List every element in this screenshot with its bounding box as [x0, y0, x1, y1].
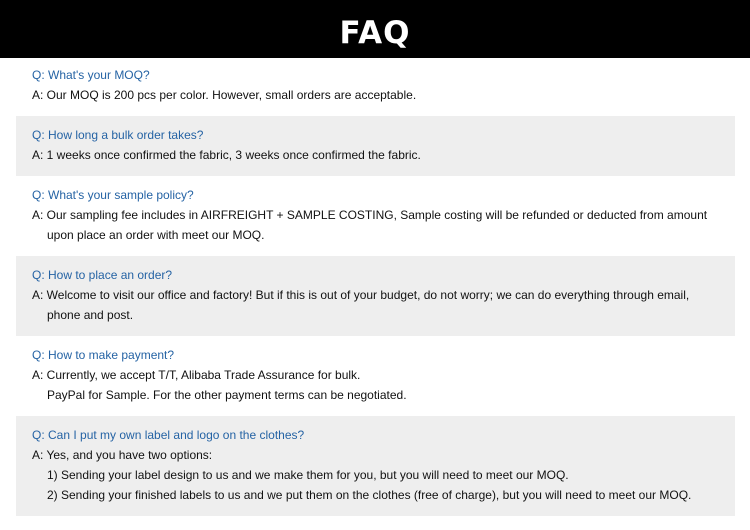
faq-answer: A: Our MOQ is 200 pcs per color. However, small orders are acceptable. [32, 88, 417, 102]
faq-answer: A: 1 weeks once confirmed the fabric, 3 weeks once confirmed the fabric. [32, 148, 421, 162]
faq-item-lead-time [16, 116, 735, 176]
faq-item-own-label [16, 416, 735, 516]
faq-question: Q: Can I put my own label and logo on the clothes? [32, 428, 305, 442]
faq-question: Q: How to place an order? [32, 268, 173, 282]
faq-question: Q: What's your sample policy? [32, 188, 194, 202]
faq-answer-option-2: 2) Sending your finished labels to us and we put them on the clothes (free of charge), but you will need to meet our MOQ. [47, 488, 692, 502]
page-title: FAQ [339, 15, 411, 51]
faq-answer-continued: phone and post. [47, 308, 134, 322]
faq-question: Q: What's your MOQ? [32, 68, 150, 82]
faq-item-sample-policy [16, 176, 735, 256]
faq-answer: A: Welcome to visit our office and factory! But if this is out of your budget, do not worry; we can do everything through email, [32, 288, 690, 302]
faq-item-payment [16, 336, 735, 416]
faq-item-place-order [16, 256, 735, 336]
faq-answer: A: Yes, and you have two options: [32, 448, 213, 462]
faq-item-moq [16, 58, 735, 116]
faq-answer-continued: PayPal for Sample. For the other payment terms can be negotiated. [47, 388, 407, 402]
faq-answer-option-1: 1) Sending your label design to us and we make them for you, but you will need to meet our MOQ. [47, 468, 569, 482]
faq-question: Q: How to make payment? [32, 348, 175, 362]
faq-answer: A: Currently, we accept T/T, Alibaba Trade Assurance for bulk. [32, 368, 361, 382]
faq-answer-continued: upon place an order with meet our MOQ. [47, 228, 265, 242]
faq-question: Q: How long a bulk order takes? [32, 128, 204, 142]
faq-header [0, 0, 750, 58]
faq-answer: A: Our sampling fee includes in AIRFREIGHT + SAMPLE COSTING, Sample costing will be refunded or deducted from amount [32, 208, 708, 222]
